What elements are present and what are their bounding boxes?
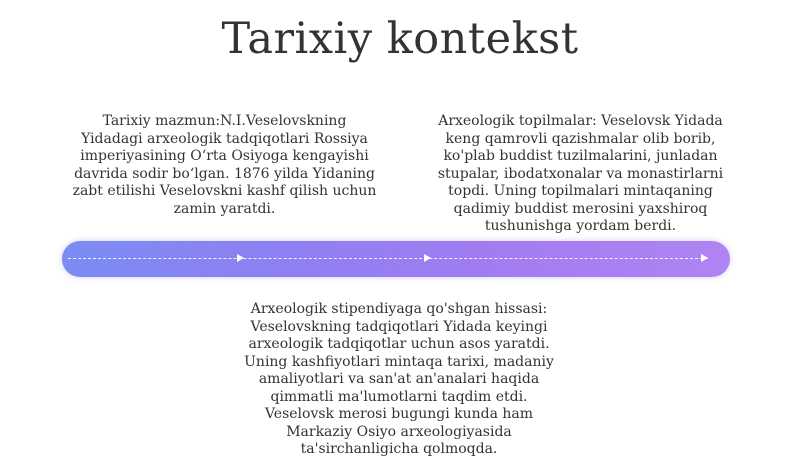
arrow-right-icon — [424, 254, 431, 262]
text-block-historical-context: Tarixiy mazmun:N.I.Veselovskning Yidadagi arxeologik tadqiqotlari Rossiya imperiyasining O‘rta Osiyoga kengayishi davrida sodir bo‘lgan. 1876 yilda Yidaning zabt etilishi Veselovskni kashf qilish uchun zamin yaratdi. — [72, 113, 377, 217]
text-block-archaeological-findings: Arxeologik topilmalar: Veselovsk Yidada keng qamrovli qazishmalar olib borib, ko'plab buddist tuzilmalarini, junladan stupalar, ibodatxonalar va monastirlarni topdi. Uning topilmalari mintaqaning qadimiy buddist merosini yaxshiroq tushunishga yordam berdi. — [437, 113, 724, 234]
text-block-scholarship-contribution: Arxeologik stipendiyaga qo'shgan hissasi: Veselovskning tadqiqotlari Yidada keyingi arxeologik tadqiqotlar uchun asos yaratdi. Uning kashfiyotlari mintaqa tarixi, madaniy amaliyotlari va san'at an'analari haqida qimmatli ma'lumotlarni taqdim etdi. Veselovsk merosi bugungi kunda ham Markaziy Osiyo arxeologiyasida ta'sirchanligicha qolmoqda. — [244, 301, 554, 457]
timeline-bar — [62, 241, 730, 277]
arrow-right-icon — [701, 254, 708, 262]
arrow-right-icon — [237, 254, 244, 262]
slide-title: Tarixiy kontekst — [221, 14, 579, 64]
timeline-dashed-line — [68, 258, 708, 259]
